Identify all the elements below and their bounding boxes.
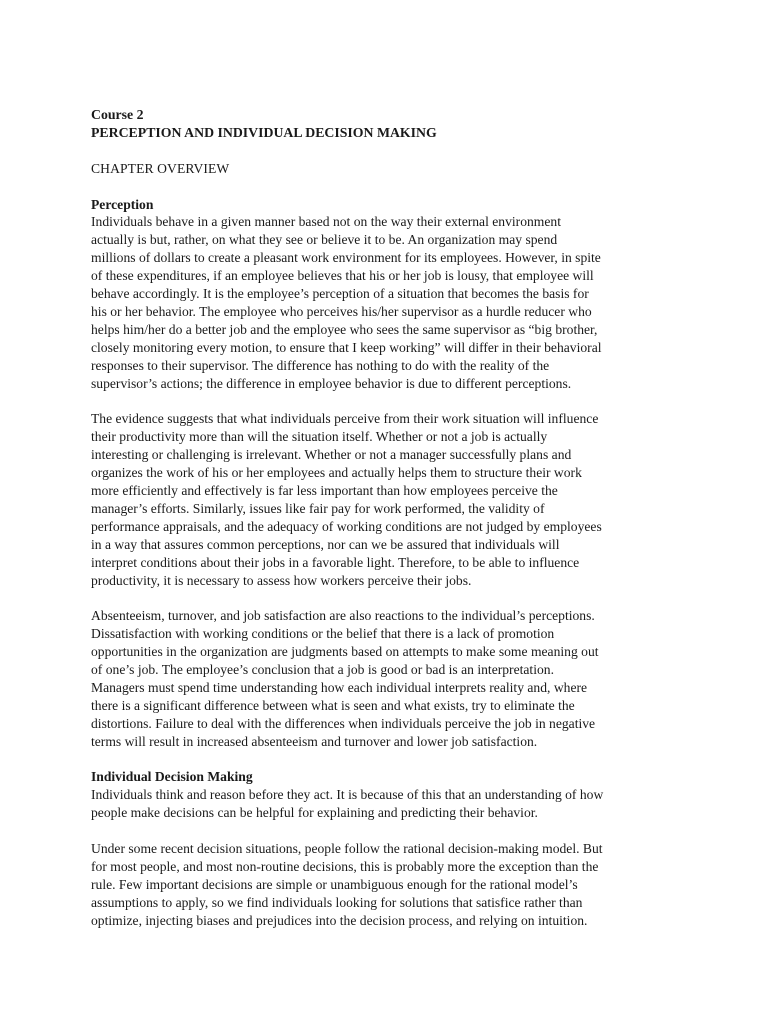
spacer bbox=[91, 178, 681, 196]
spacer bbox=[91, 822, 681, 840]
text-line: responses to their supervisor. The difference has nothing to do with the reality of the bbox=[91, 357, 550, 373]
text-line: interpret conditions about their jobs in a favorable light. Therefore, to be able to influence bbox=[91, 554, 580, 570]
section-heading-perception: Perception bbox=[91, 196, 154, 212]
document-page bbox=[91, 106, 681, 930]
text-line: distortions. Failure to deal with the differences when individuals perceive the job in negative bbox=[91, 715, 596, 731]
spacer bbox=[91, 142, 681, 160]
spacer bbox=[91, 751, 681, 769]
text-line: Dissatisfaction with working conditions or the belief that there is a lack of promotion bbox=[91, 626, 555, 642]
paragraph-perception-3 bbox=[91, 607, 681, 750]
text-line: Managers must spend time understanding how each individual interprets reality and, where bbox=[91, 679, 588, 695]
text-line: productivity, it is necessary to assess how workers perceive their jobs. bbox=[91, 572, 472, 588]
text-line: actually is but, rather, on what they see or believe it to be. An organization may spend bbox=[91, 232, 558, 248]
chapter-title: PERCEPTION AND INDIVIDUAL DECISION MAKING bbox=[91, 124, 437, 140]
text-line: his or her behavior. The employee who perceives his/her supervisor as a hurdle reducer who bbox=[91, 303, 592, 319]
paragraph-perception-2 bbox=[91, 410, 681, 589]
paragraph-decision-2 bbox=[91, 840, 681, 930]
text-line: Absenteeism, turnover, and job satisfaction are also reactions to the individual’s perceptions. bbox=[91, 608, 595, 624]
text-line: their productivity more than will the situation itself. Whether or not a job is actually bbox=[91, 429, 548, 445]
text-line: manager’s efforts. Similarly, issues like fair pay for work performed, the validity of bbox=[91, 500, 545, 516]
text-line: Under some recent decision situations, people follow the rational decision-making model. But bbox=[91, 841, 603, 857]
text-line: The evidence suggests that what individuals perceive from their work situation will influence bbox=[91, 411, 599, 427]
section-heading-decision-making: Individual Decision Making bbox=[91, 769, 253, 785]
text-line: millions of dollars to create a pleasant work environment for its employees. However, in spite bbox=[91, 250, 601, 266]
text-line: interesting or challenging is irrelevant. Whether or not a manager successfully plans and bbox=[91, 447, 572, 463]
text-line: assumptions to apply, so we find individuals looking for solutions that satisfice rather than bbox=[91, 894, 583, 910]
text-line: rule. Few important decisions are simple or unambiguous enough for the rational model’s bbox=[91, 876, 578, 892]
paragraph-perception-1 bbox=[91, 213, 681, 392]
text-line: organizes the work of his or her employees and actually helps them to structure their work bbox=[91, 465, 582, 481]
chapter-overview-heading: CHAPTER OVERVIEW bbox=[91, 160, 230, 176]
text-line: optimize, injecting biases and prejudices into the decision process, and relying on intuition. bbox=[91, 912, 588, 928]
text-line: people make decisions can be helpful for explaining and predicting their behavior. bbox=[91, 805, 538, 821]
text-line: for most people, and most non-routine decisions, this is probably more the exception than the bbox=[91, 858, 599, 874]
text-line: Individuals think and reason before they act. It is because of this that an understanding of how bbox=[91, 787, 604, 803]
course-label: Course 2 bbox=[91, 107, 144, 122]
spacer bbox=[91, 589, 681, 607]
paragraph-decision-1 bbox=[91, 786, 681, 822]
text-line: helps him/her do a better job and the employee who sees the same supervisor as “big brother, bbox=[91, 321, 598, 337]
text-line: supervisor’s actions; the difference in employee behavior is due to different perceptions. bbox=[91, 375, 572, 391]
text-line: more efficiently and effectively is far less important than how employees perceive the bbox=[91, 482, 558, 498]
text-line: Individuals behave in a given manner based not on the way their external environment bbox=[91, 214, 561, 230]
text-line: performance appraisals, and the adequacy of working conditions are not judged by employees bbox=[91, 518, 602, 534]
text-line: in a way that assures common perceptions, nor can we be assured that individuals will bbox=[91, 536, 560, 552]
text-line: there is a significant difference between what is seen and what exists, try to eliminate the bbox=[91, 697, 575, 713]
text-line: behave accordingly. It is the employee’s perception of a situation that becomes the basis for bbox=[91, 286, 589, 302]
text-line: closely monitoring every motion, to ensure that I keep working” will differ in their behavioral bbox=[91, 339, 602, 355]
text-line: opportunities in the organization are judgments based on attempts to make some meaning out bbox=[91, 644, 599, 660]
spacer bbox=[91, 392, 681, 410]
text-line: of one’s job. The employee’s conclusion that a job is good or bad is an interpretation. bbox=[91, 662, 554, 678]
text-line: terms will result in increased absenteeism and turnover and lower job satisfaction. bbox=[91, 733, 538, 749]
text-line: of these expenditures, if an employee believes that his or her job is lousy, that employee will bbox=[91, 268, 594, 284]
